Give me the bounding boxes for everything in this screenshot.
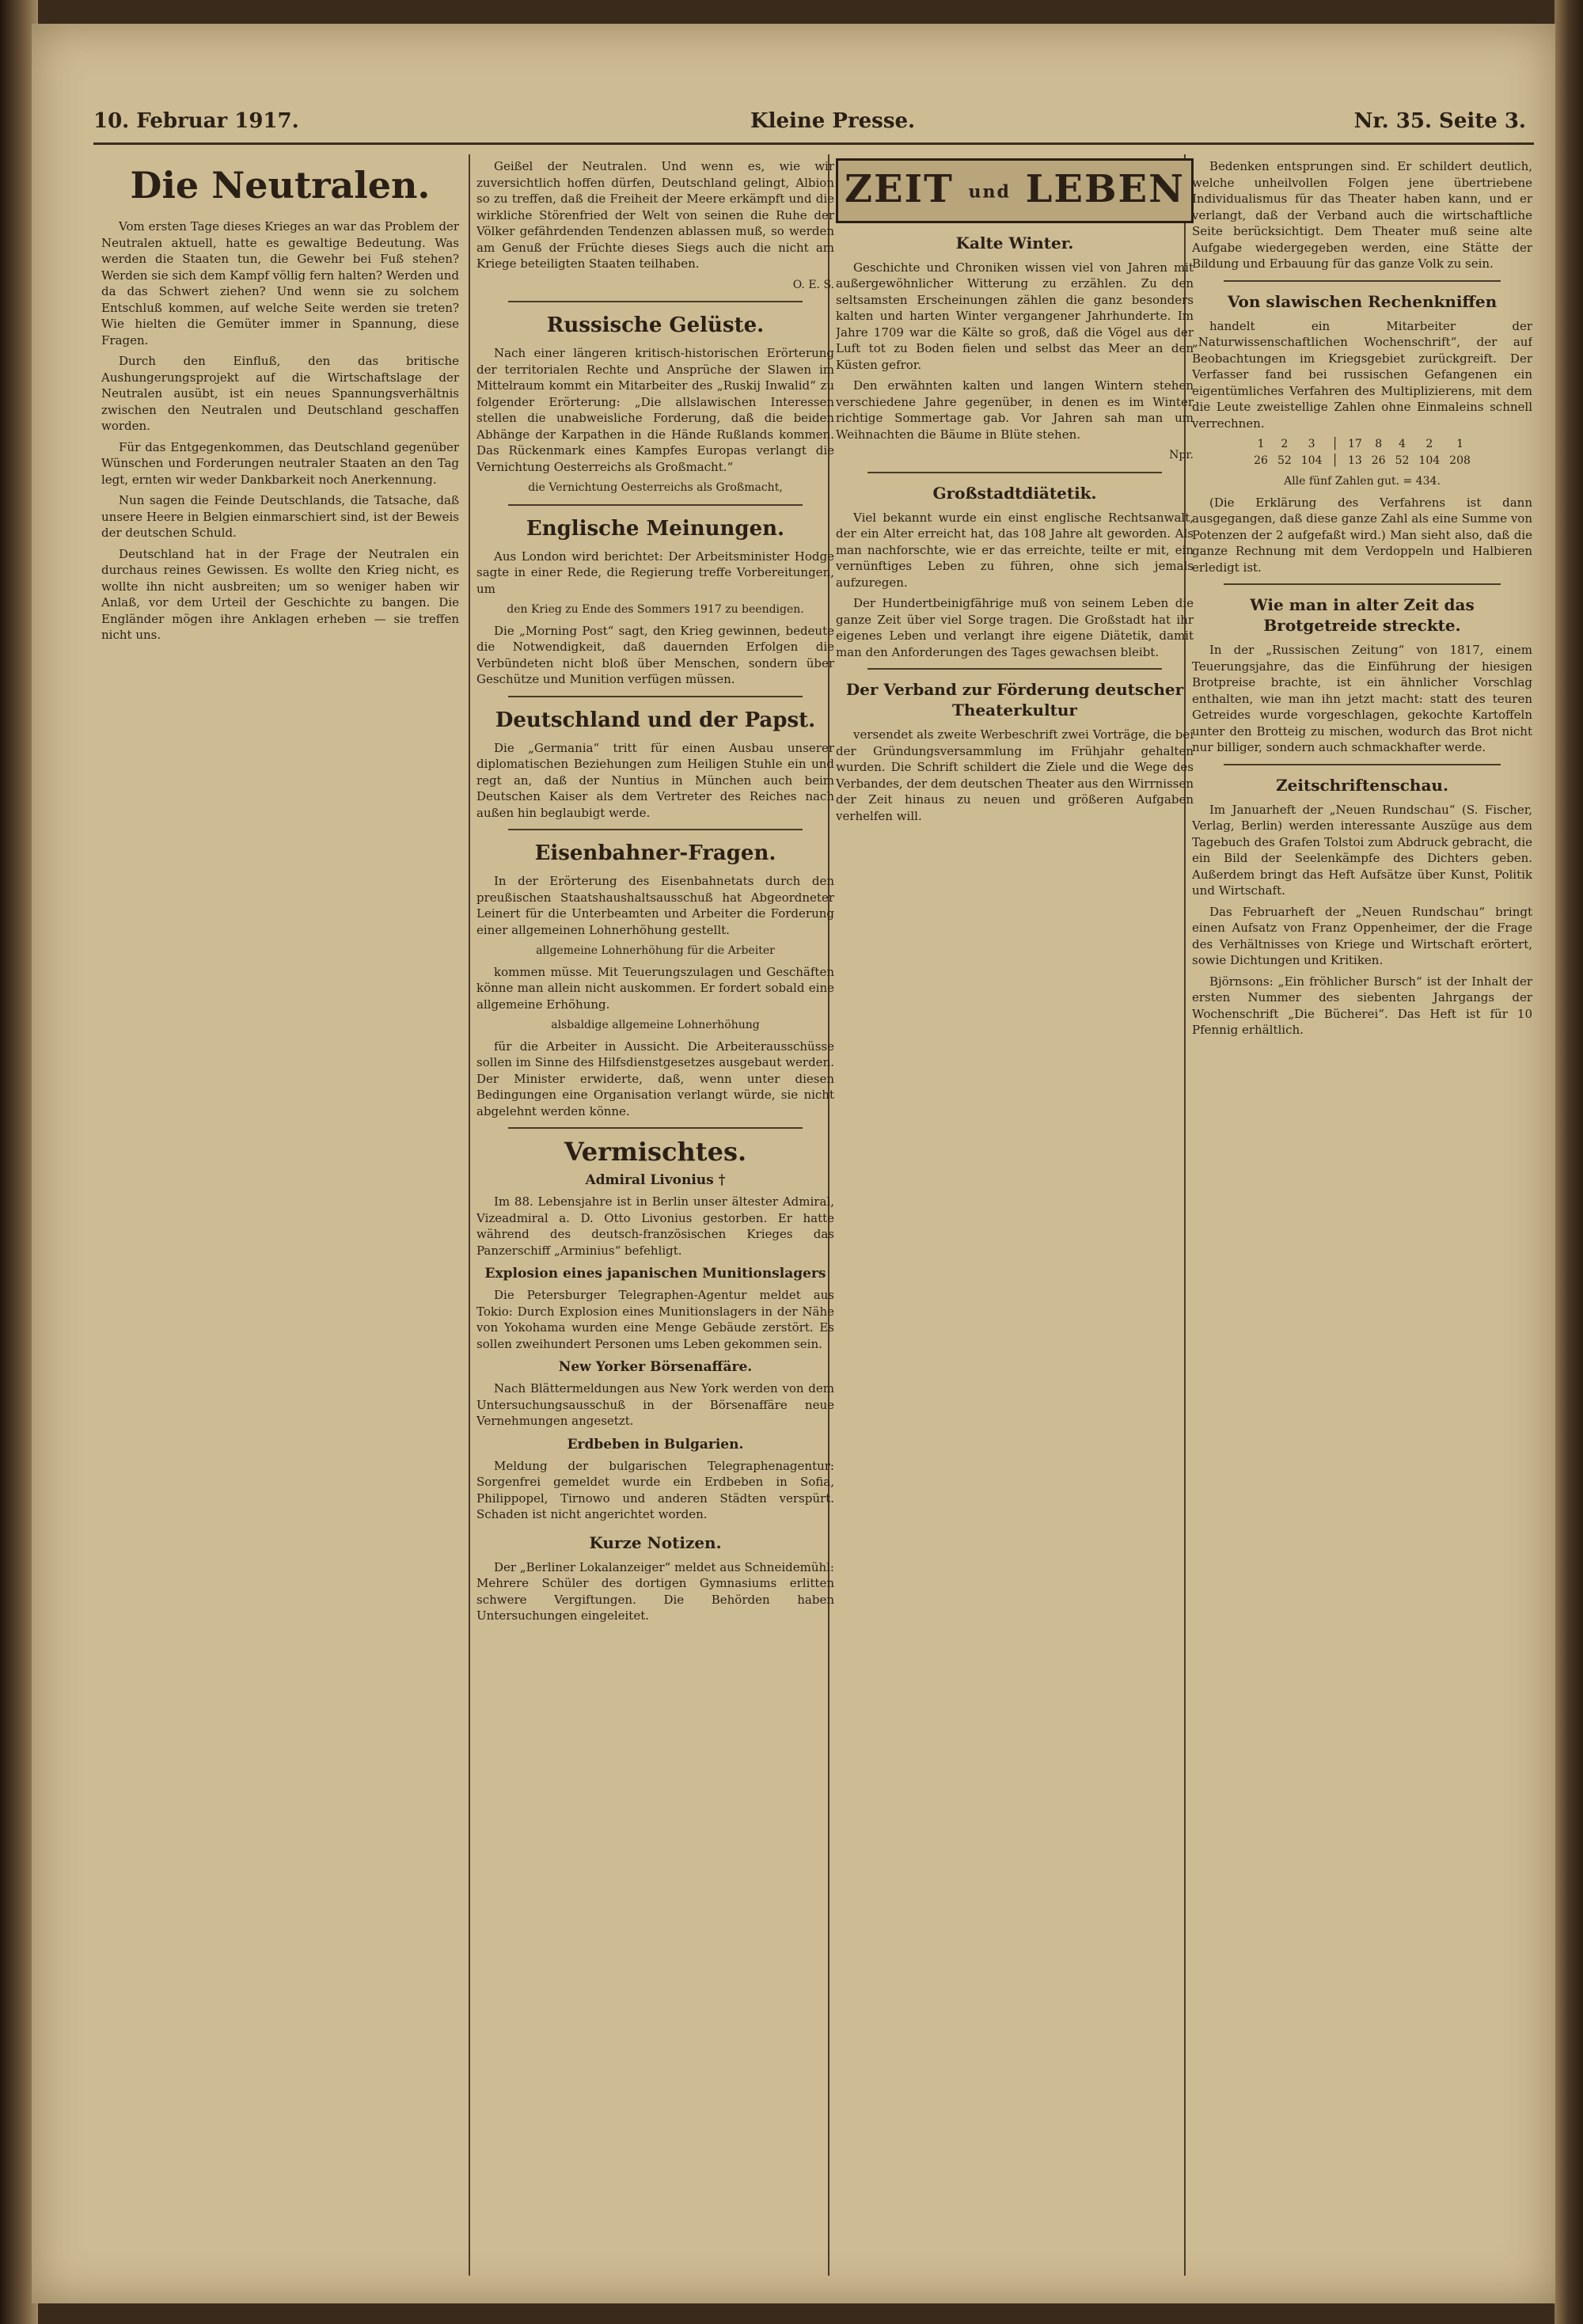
section-divider <box>1224 280 1501 282</box>
article-paragraph: kommen müsse. Mit Teuerungszulagen und Geschäften könne man allein nicht auskommen. Er fordert sobald eine allgemeine Erhöhung. <box>476 964 834 1012</box>
emphasis-line: alsbaldige allgemeine Lohnerhöhung <box>551 1019 760 1031</box>
article-paragraph: Der Hundertbeinigfährige muß von seinem Leben die ganze Zeit über viel Sorge tragen. Die Großstadt hat ihr eigenes Leben und verlangt ihre eigene Diätetik, damit man den Anforderungen des Tages gewachsen bleibt. <box>836 596 1194 659</box>
article-paragraph: Im Januarheft der „Neuen Rundschau“ (S. Fischer, Verlag, Berlin) werden interessante Auszüge aus dem Tagebuch des Grafen Tolstoi zum Abdruck gebracht, die ein Bild der Seelenkämpfe des Dichters geben. Außerdem bringt das Heft Aufsätze über Kunst, Politik und Wirtschaft. <box>1192 802 1532 898</box>
header-issue: Nr. 35. Seite 3. <box>1353 109 1526 133</box>
masthead-word: ZEIT <box>845 167 954 211</box>
section-divider <box>508 1127 803 1129</box>
heading-brotgetreide: Wie man in alter Zeit das Brotgetreide streckte. <box>1250 595 1475 635</box>
column-3 <box>836 158 1194 2280</box>
article-paragraph: Geißel der Neutralen. Und wenn es, wie wir zuversichtlich hoffen dürfen, Deutschland gelingt, Albion so zu treffen, daß die Freiheit der Meere erkämpft und die wirkliche Störenfried der Welt von seinen die Ruhe der Völker gefährdenden Tendenzen ablassen muß, so werden am Genuß der Früchte dieses Siegs auch die nicht am Kriege beteiligten Staaten teilhaben. <box>476 159 834 271</box>
heading-zeitschriftenschau: Zeitschriftenschau. <box>1276 775 1448 795</box>
article-paragraph: Bedenken entsprungen sind. Er schildert deutlich, welche unheilvollen Folgen jene übertriebene Individualismus für das Theater haben kann, und er verlangt, daß der Verband auch die wirtschaftliche Seite berücksichtigt. Dem Theater muß seine alte Aufgabe wiedergegeben werden, eine Stätte der Bildung und Erbauung für das ganze Volk zu sein. <box>1192 159 1532 271</box>
article-paragraph: (Die Erklärung des Verfahrens ist dann ausgegangen, daß diese ganze Zahl als eine Summe von Potenzen der 2 aufgefaßt wird.) Man sieht also, daß die ganze Rechnung mit dem Verdoppeln und Halbieren erledigt ist. <box>1192 495 1532 575</box>
section-divider <box>1224 764 1501 765</box>
column-rule <box>469 154 470 2276</box>
article-paragraph: Nach einer längeren kritisch-historischen Erörterung der territorialen Rechte und Ansprüche der Slawen im Mittelraum kommt ein Mitarbeiter des „Ruskij Inwalid“ zu folgender Erörterung: „Die allslawischen Interessen stellen die unabweisliche Forderung, daß die beiden Abhänge der Karpathen in die Hände Rußlands kommen. Das Rückenmark eines Kampfes Europas verlangt die Vernichtung Oesterreichs als Großmacht.“ <box>476 346 834 474</box>
heading-new-york: New Yorker Börsenaffäre. <box>558 1359 753 1375</box>
heading-vermischtes: Vermischtes. <box>564 1137 747 1167</box>
masthead-word: LEBEN <box>1025 167 1185 211</box>
page-header <box>93 103 1534 145</box>
article-paragraph: Geschichte und Chroniken wissen viel von Jahren mit außergewöhnlicher Witterung zu erzählen. Zu den seltsamsten Erscheinungen zählen die ganz besonders kalten und harten Winter vergangener Jahrhunderte. Im Jahre 1709 war die Kälte so groß, daß die Vögel aus der Luft tot zu Boden fielen und selbst das Meer an den Küsten gefror. <box>836 260 1194 372</box>
article-paragraph: Durch den Einfluß, den das britische Aushungerungsprojekt auf die Wirtschaftslage der Neutralen ausübt, ist ein neues Spannungsverhältnis zwischen den Neutralen und Deutschland geschaffen worden. <box>101 354 459 433</box>
heading-slawische-rechenkniffe: Von slawischen Rechenkniffen <box>1227 291 1498 311</box>
calculation-table: 1 2 3 │ 17 8 4 2 1 26 52 104 │ 13 26 52 104 208 <box>1254 438 1471 467</box>
section-divider <box>508 504 803 506</box>
article-paragraph: handelt ein Mitarbeiter der „Naturwissenschaftlichen Wochenschrift“, der auf Beobachtungen im Kriegsgebiet zurückgreift. Der Verfasser fand bei russischen Gefangenen ein eigentümliches Verfahren des Multiplizierens, mit dem die Leute zweistellige Zahlen ohne Einmaleins schnell verrechnen. <box>1192 318 1532 431</box>
emphasis-line: allgemeine Lohnerhöhung für die Arbeiter <box>536 944 775 957</box>
article-paragraph: Nun sagen die Feinde Deutschlands, die Tatsache, daß unsere Heere in Belgien einmarschiert sind, ist der Beweis der deutschen Schuld. <box>101 493 459 540</box>
article-paragraph: Die „Morning Post“ sagt, den Krieg gewinnen, bedeute die Notwendigkeit, daß dauernden Erfolgen die Verbündeten nicht bloß über Menschen, sondern über Geschütze und Munition verfügen müssen. <box>476 623 834 686</box>
article-paragraph: Deutschland hat in der Frage der Neutralen ein durchaus reines Gewissen. Es wollte den Krieg nicht, es wollte ihn nicht ausbreiten; um so weniger haben wir Anlaß, vor dem Urteil der Geschichte zu bangen. Die Engländer mögen ihre Anklagen erheben — sie treffen nicht uns. <box>101 546 459 642</box>
section-divider <box>867 668 1162 670</box>
zeit-und-leben-masthead <box>836 158 1194 223</box>
column-2 <box>476 158 834 2280</box>
header-paper-name: Kleine Presse. <box>750 109 916 133</box>
author-signature: O. E. S. <box>792 278 834 291</box>
book-spine-right <box>1555 0 1583 2324</box>
section-divider <box>508 696 803 697</box>
article-paragraph: Vom ersten Tage dieses Krieges an war das Problem der Neutralen aktuell, hatte es gewaltige Bedeutung. Was werden die Staaten tun, die Gewehr bei Fuß stehen? Werden sie sich dem Kampf völlig fern halten? Werden und da das Schwert ziehen? Und wenn sie zu solchem Entschluß kommen, auf welche Seite werden sie treten? Wie hielten die Gemüter immer in Spannung, diese Fragen. <box>101 219 459 347</box>
article-paragraph: Der „Berliner Lokalanzeiger“ meldet aus Schneidemühl: Mehrere Schüler des dortigen Gymnasiums erlitten schwere Vergiftungen. Die Behörden haben Untersuchungen eingeleitet. <box>476 1559 834 1623</box>
heading-erdbeben: Erdbeben in Bulgarien. <box>567 1436 744 1452</box>
article-paragraph: Meldung der bulgarischen Telegraphenagentur: Sorgenfrei gemeldet wurde ein Erdbeben in Sofia, Philippopel, Tirnowo und anderen Städten verspürt. Schaden ist nicht angerichtet worden. <box>476 1458 834 1521</box>
column-1 <box>101 158 459 2280</box>
section-divider <box>508 829 803 830</box>
article-paragraph: versendet als zweite Werbeschrift zwei Vorträge, die bei der Gründungsversammlung im Frühjahr gehalten wurden. Die Schrift schildert die Ziele und die Wege des Verbandes, der dem deutschen Theater aus den Wirrnissen der Zeit hinaus zu neuen und größeren Aufgaben verhelfen will. <box>836 727 1194 823</box>
article-paragraph: Das Februarheft der „Neuen Rundschau“ bringt einen Aufsatz von Franz Oppenheimer, der die Frage des Verhältnisses von Kriege und Wirtschaft erörtert, sowie Dichtungen und Kritiken. <box>1192 904 1532 967</box>
heading-explosion: Explosion eines japanischen Munitionslagers <box>484 1266 826 1282</box>
emphasis-line: die Vernichtung Oesterreichs als Großmacht, <box>528 481 783 494</box>
heading-kurze-notizen: Kurze Notizen. <box>589 1532 722 1552</box>
heading-deutschland-papst: Deutschland und der Papst. <box>495 708 816 732</box>
emphasis-line: den Krieg zu Ende des Sommers 1917 zu beendigen. <box>507 603 804 616</box>
article-paragraph: für die Arbeiter in Aussicht. Die Arbeiterausschüsse sollen im Sinne des Hilfsdienstgesetzes ausgebaut werden. Der Minister erwiderte, daß, wenn unter diesen Bedingungen eine Organisation verlangt würde, sie nicht abgelehnt werden könne. <box>476 1039 834 1118</box>
section-divider <box>867 472 1162 473</box>
heading-verband-theaterkultur: Der Verband zur Förderung deutscher Theaterkultur <box>845 680 1184 720</box>
header-date: 10. Februar 1917. <box>93 109 299 133</box>
section-divider <box>1224 583 1501 585</box>
heading-englische-meinungen: Englische Meinungen. <box>526 516 785 541</box>
article-paragraph: Aus London wird berichtet: Der Arbeitsminister Hodge sagte in einer Rede, die Regierung treffe Vorbereitungen, um <box>476 549 834 596</box>
masthead-word: und <box>968 181 1011 203</box>
article-paragraph: In der Erörterung des Eisenbahnetats durch den preußischen Staatshaushaltsausschuß hat Abgeordneter Leinert für die Unterbeamten und Arbeiter die Forderung einer allgemeinen Lohnerhöhung gestellt. <box>476 874 834 937</box>
article-paragraph: Den erwähnten kalten und langen Wintern stehen verschiedene Jahre gegenüber, in denen es im Winter richtige Sommertage gab. Vor Jahren sah man um Weihnachten die Bäume in Blüte stehen. <box>836 378 1194 442</box>
heading-eisenbahner-fragen: Eisenbahner-Fragen. <box>534 841 776 865</box>
article-paragraph: Die „Germania“ tritt für einen Ausbau unserer diplomatischen Beziehungen zum Heiligen Stuhle ein und regt an, daß der Nuntius in München auch beim Deutschen Kaiser als dem Vertreter des Reiches nach außen hin beglaubigt werde. <box>476 740 834 820</box>
column-4 <box>1192 158 1532 2280</box>
article-paragraph: Viel bekannt wurde ein einst englische Rechtsanwalt, der ein Alter erreicht hat, das 108 Jahre alt geworden. Als man nachforschte, wie er das erreichte, teilte er mit, ein vernünftiges Leben zu führen, ohne sich jemals aufzuregen. <box>836 510 1194 590</box>
heading-kalte-winter: Kalte Winter. <box>955 233 1074 253</box>
article-paragraph: Im 88. Lebensjahre ist in Berlin unser ältester Admiral, Vizeadmiral a. D. Otto Livonius gestorben. Er hatte während des deutsch-französischen Krieges das Panzerschiff „Arminius“ befehligt. <box>476 1194 834 1258</box>
heading-grossstadtdiaetetik: Großstadtdiätetik. <box>932 483 1097 503</box>
table-caption: Alle fünf Zahlen gut. = 434. <box>1284 475 1441 488</box>
heading-russische-gelueste: Russische Gelüste. <box>546 313 765 337</box>
newspaper-page <box>32 24 1555 2303</box>
article-paragraph: Björnsons: „Ein fröhlicher Bursch“ ist der Inhalt der ersten Nummer des siebenten Jahrgangs der Wochenschrift „Die Bücherei“. Das Heft ist für 10 Pfennig erhältlich. <box>1192 974 1532 1037</box>
author-signature: Npr. <box>1169 449 1194 461</box>
article-paragraph: In der „Russischen Zeitung“ von 1817, einem Teuerungsjahre, das die Einführung der hiesigen Brotpreise brachte, ist ein ähnlicher Vorschlag enthalten, wie man ihn jetzt macht: statt des teuren Getreides wurde vorgeschlagen, gekochte Kartoffeln unter den Brotteig zu mischen, wodurch das Brot nicht nur billiger, sondern auch schmackhafter werde. <box>1192 643 1532 754</box>
article-paragraph: Die Petersburger Telegraphen-Agentur meldet aus Tokio: Durch Explosion eines Munitionslagers in der Nähe von Yokohama wurden eine Menge Gebäude zerstört. Es sollen zweihundert Personen ums Leben gekommen sein. <box>476 1288 834 1351</box>
heading-admiral-livonius: Admiral Livonius † <box>585 1172 726 1188</box>
article-paragraph: Für das Entgegenkommen, das Deutschland gegenüber Wünschen und Forderungen neutraler Staaten an den Tag legt, ernten wir weder Dankbarkeit noch Anerkennung. <box>101 439 459 487</box>
article-paragraph: Nach Blättermeldungen aus New York werden von dem Untersuchungsausschuß in der Börsenaffäre neue Vernehmungen angesetzt. <box>476 1381 834 1428</box>
article-title-neutralen: Die Neutralen. <box>130 164 431 207</box>
section-divider <box>508 301 803 302</box>
